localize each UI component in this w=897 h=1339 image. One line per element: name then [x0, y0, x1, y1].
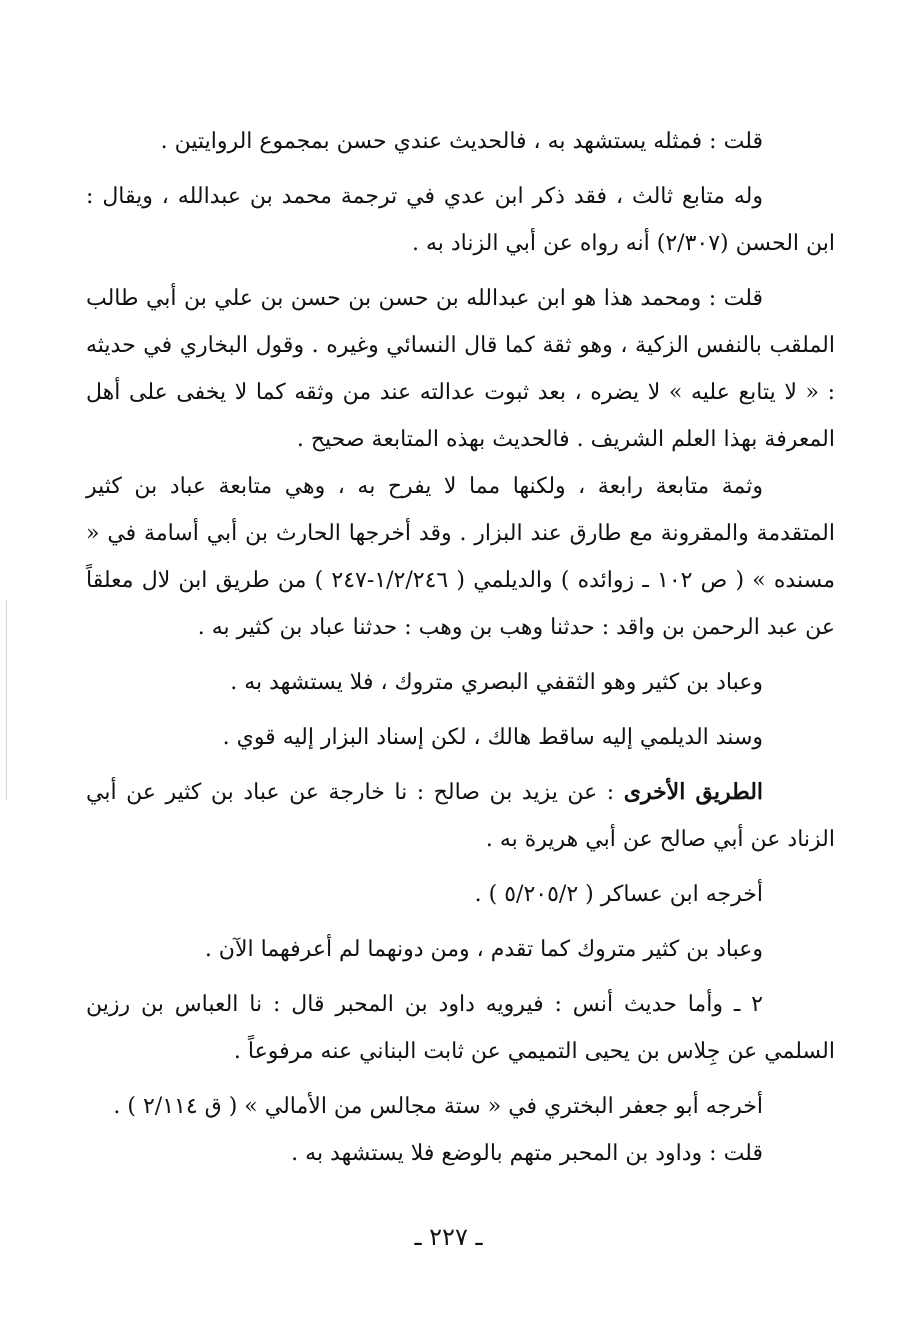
paragraph-text: أخرجه أبو جعفر البختري في « ستة مجالس من الأمالي » ( ق ٢/١١٤ ) .: [113, 1094, 763, 1119]
paragraph-9: [86, 926, 835, 973]
page-edge-shadow: [6, 600, 7, 800]
section-heading: الطريق الأخرى: [623, 779, 764, 805]
paragraph-text: قلت : ومحمد هذا هو ابن عبدالله بن حسن بن حسن بن علي بن أبي طالب الملقب بالنفس الزكية ، وهو ثقة كما قال النسائي وغيره . وقول البخاري في حديثه : « لا يتابع عليه » لا يضره ، بعد ثبوت عدالته عند من وثقه كما لا يخفى على أهل المعرفة بهذا العلم الشريف . فالحديث بهذه المتابعة صحيح .: [86, 286, 835, 452]
paragraph-text: وله متابع ثالث ، فقد ذكر ابن عدي في ترجمة محمد بن عبدالله ، ويقال : ابن الحسن (٢/٣٠٧) أنه رواه عن أبي الزناد به .: [86, 184, 835, 256]
paragraph-8: [86, 871, 835, 918]
paragraph-7: [86, 769, 835, 863]
paragraph-text: وثمة متابعة رابعة ، ولكنها مما لا يفرح به ، وهي متابعة عباد بن كثير المتقدمة والمقرونة مع طارق عند البزار . وقد أخرجها الحارث بن أبي أسامة في « مسنده » ( ص ١٠٢ ـ زوائده ) والديلمي ( ١/٢/٢٤٦-٢٤٧ ) من طريق ابن لال معلقاً عن عبد الرحمن بن واقد : حدثنا وهب بن وهب : حدثنا عباد بن كثير به .: [86, 474, 835, 640]
paragraph-text: وسند الديلمي إليه ساقط هالك ، لكن إسناد البزار إليه قوي .: [222, 725, 763, 750]
paragraph-text: : عن يزيد بن صالح : نا خارجة عن عباد بن كثير عن أبي الزناد عن أبي صالح عن أبي هريرة به .: [86, 780, 835, 852]
paragraph-3: [86, 275, 835, 463]
paragraph-text: أخرجه ابن عساكر ( ٥/٢٠٥/٢ ) .: [474, 882, 763, 907]
paragraph-11: [86, 1083, 835, 1130]
page-number: ـ ٢٢٧ ـ: [414, 1223, 483, 1251]
body-text: [86, 118, 835, 1177]
paragraph-text: ٢ ـ وأما حديث أنس : فيرويه داود بن المحبر قال : نا العباس بن رزين السلمي عن جِلاس بن يحيى التميمي عن ثابت البناني عنه مرفوعاً .: [86, 992, 835, 1064]
paragraph-text: وعباد بن كثير متروك كما تقدم ، ومن دونهما لم أعرفهما الآن .: [204, 937, 763, 962]
paragraph-6: [86, 714, 835, 761]
paragraph-text: وعباد بن كثير وهو الثقفي البصري متروك ، فلا يستشهد به .: [230, 670, 763, 695]
paragraph-4: [86, 463, 835, 651]
paragraph-5: [86, 659, 835, 706]
paragraph-text: قلت : وداود بن المحبر متهم بالوضع فلا يستشهد به .: [291, 1141, 763, 1166]
paragraph-text: قلت : فمثله يستشهد به ، فالحديث عندي حسن بمجموع الروايتين .: [160, 129, 763, 154]
paragraph-2: [86, 173, 835, 267]
paragraph-12: [86, 1130, 835, 1177]
paragraph-1: [86, 118, 835, 165]
paragraph-10: [86, 981, 835, 1075]
